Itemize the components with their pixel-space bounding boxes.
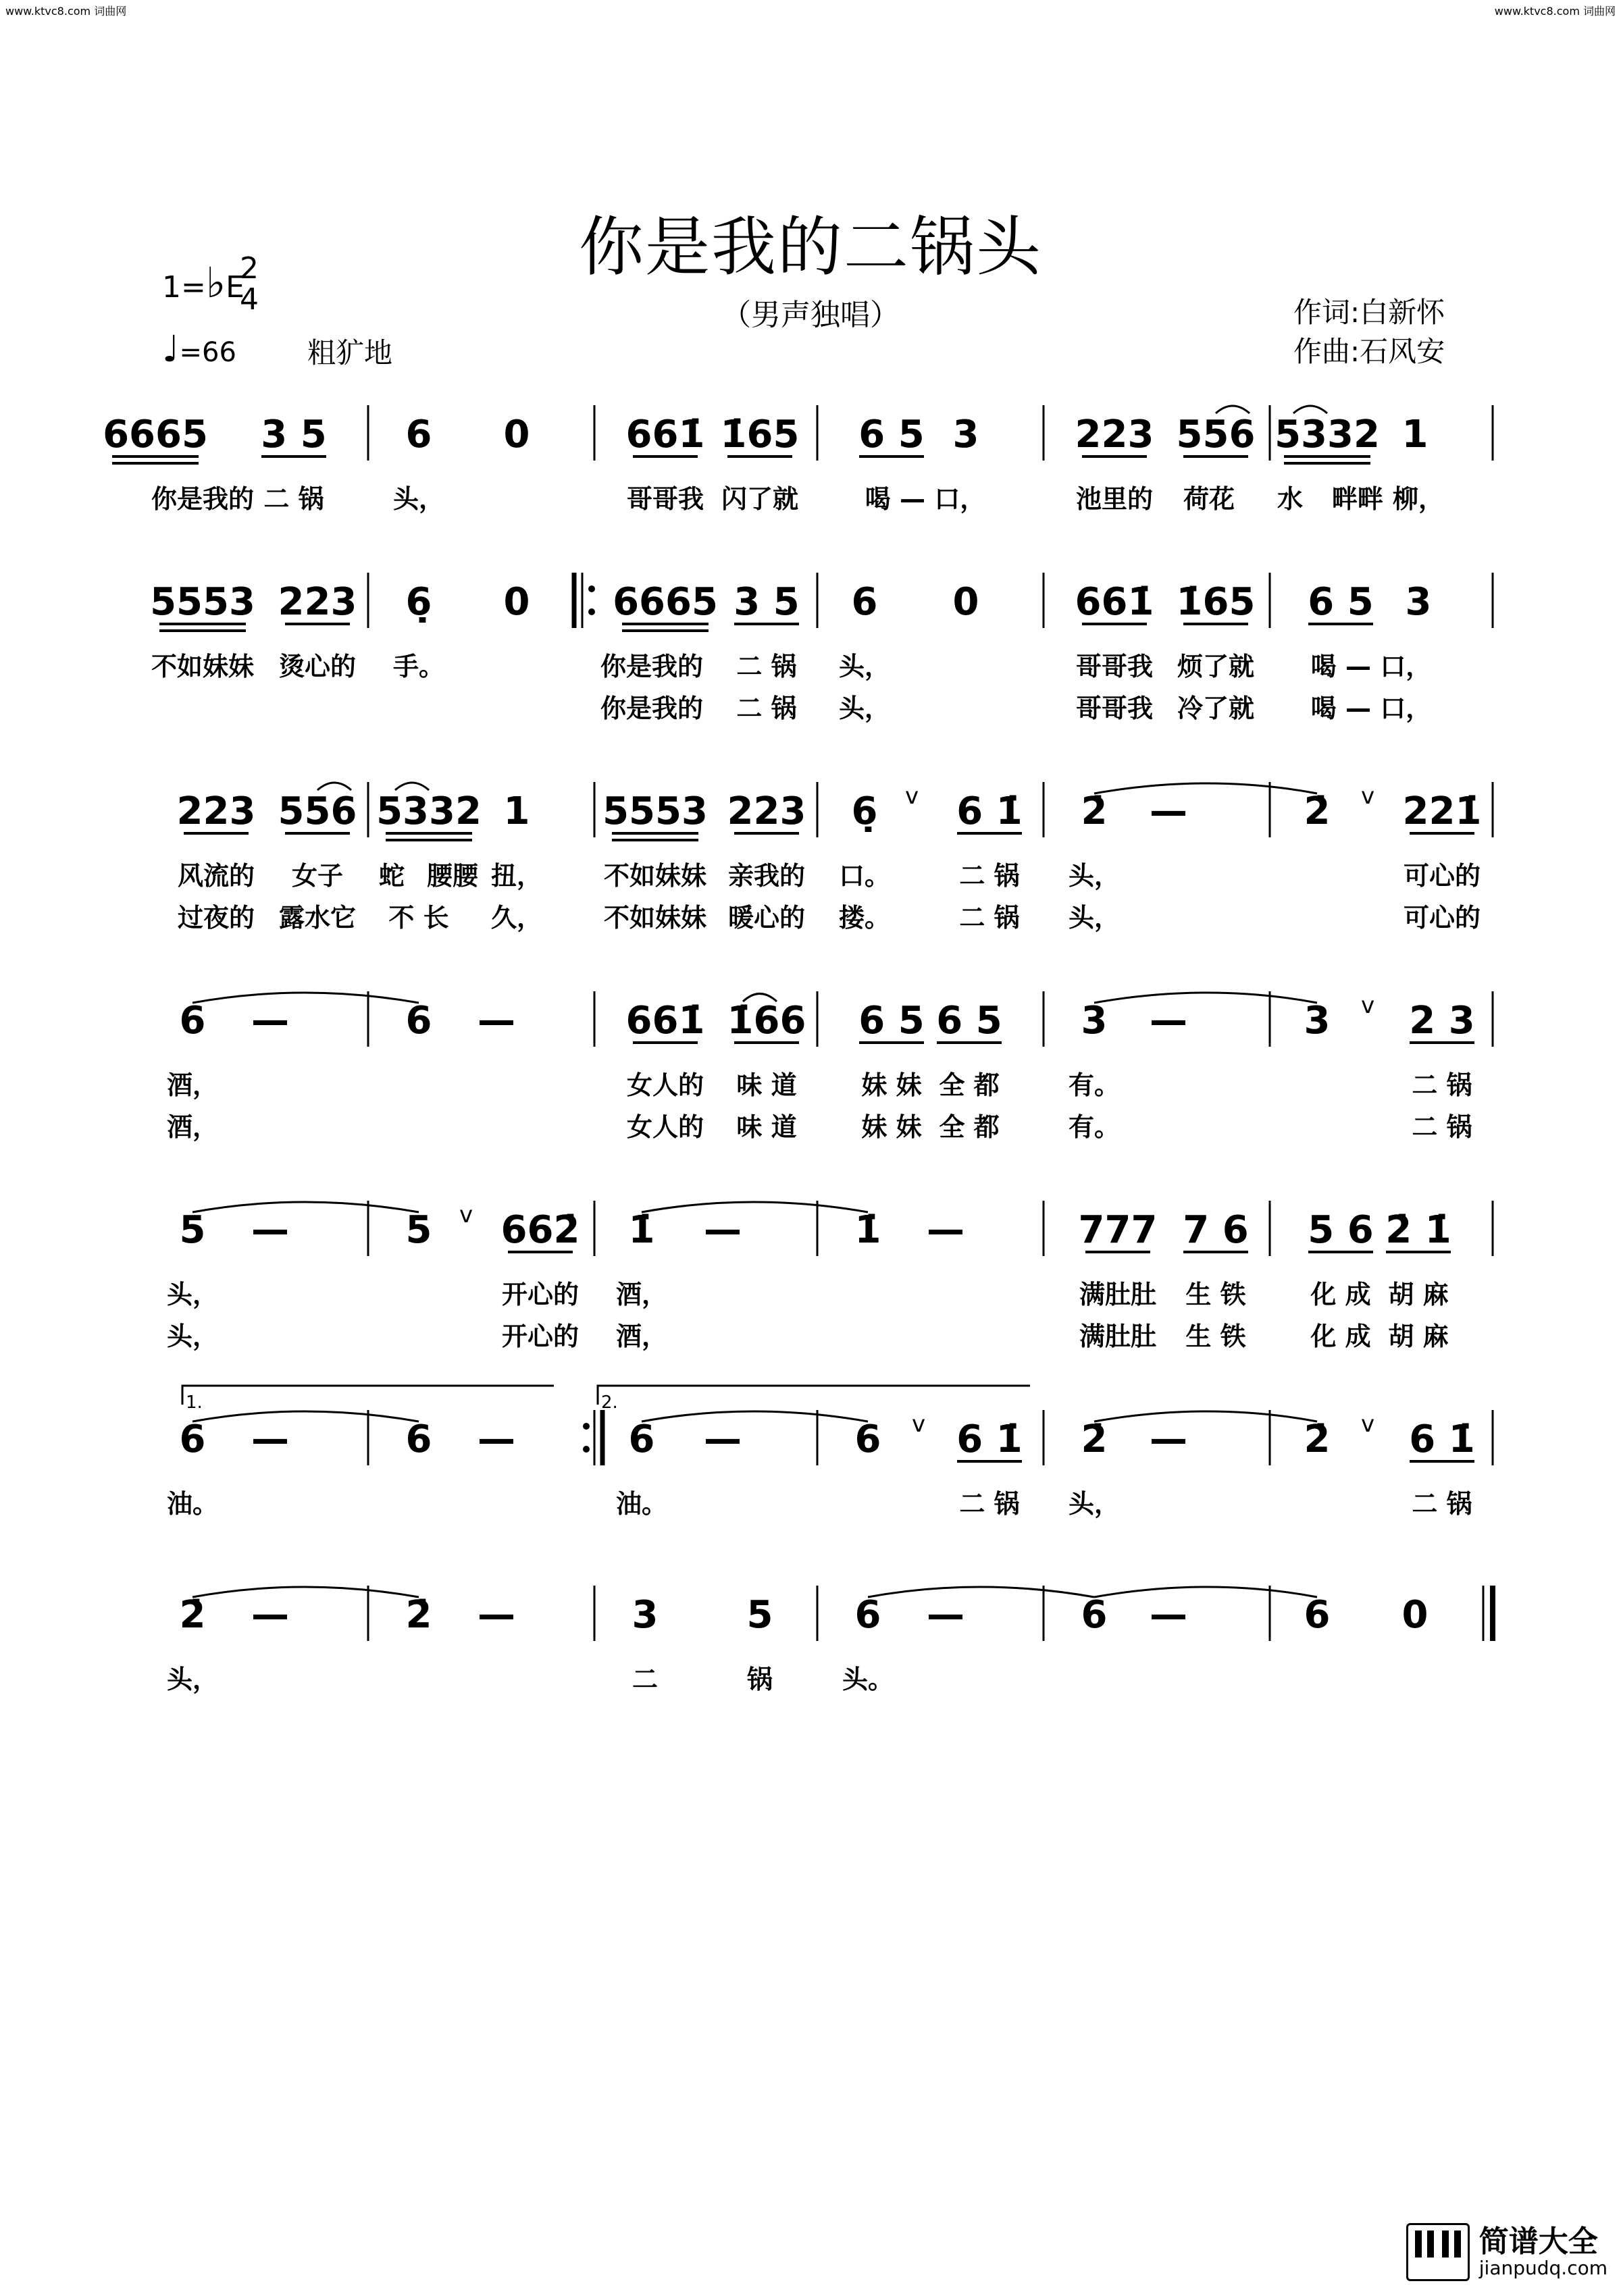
lyric-text: 二 锅	[959, 861, 1020, 891]
lyric-text: 久，	[490, 903, 543, 933]
lyric-text: 蛇	[378, 861, 405, 891]
lyric-text: 池里的	[1075, 484, 1154, 514]
volta-1-label: 1.	[186, 1392, 203, 1413]
breath-mark: v	[1361, 1411, 1375, 1438]
volta-1-bracket	[182, 1386, 554, 1405]
expression-mark: 粗犷地	[307, 336, 393, 369]
note-group: 2̇	[1304, 789, 1331, 833]
lyricist-credit: 作词:白新怀	[1293, 296, 1445, 329]
note-group: 223	[176, 789, 256, 833]
note-group: —	[1150, 1593, 1187, 1637]
lyric-text: 风流的	[177, 861, 255, 891]
lyric-text: 喝 — 口，	[1310, 652, 1432, 681]
note-group: 6̣	[851, 789, 878, 833]
lyric-text: 有。	[1068, 1070, 1121, 1100]
note-group: 6	[854, 1593, 881, 1637]
note-group: 6	[405, 413, 432, 456]
lyric-text: 妹 妹	[861, 1112, 922, 1142]
time-bottom: 4	[240, 282, 259, 317]
lyric-text: 生 铁	[1185, 1322, 1246, 1351]
note-group: 6 5	[858, 999, 925, 1043]
note-group: 5 6	[1308, 1208, 1374, 1252]
note-group: 6 5	[936, 999, 1002, 1043]
note-group: —	[251, 1417, 289, 1461]
note-group: 3	[1304, 999, 1331, 1043]
note-group: —	[1150, 789, 1187, 833]
lyric-text: 女人的	[626, 1070, 704, 1100]
note-group: 3	[952, 413, 979, 456]
note-group: 6 1̇	[1409, 1417, 1475, 1461]
lyric-text: 二 锅	[1412, 1112, 1472, 1142]
note-group: 7 6	[1183, 1208, 1249, 1252]
lyric-text: 冷了就	[1177, 694, 1255, 723]
note-group: 3 5	[734, 580, 800, 624]
note-group: 221̇	[1402, 789, 1482, 833]
note-group: 1̇	[854, 1208, 881, 1252]
lyric-text: 酒，	[615, 1280, 668, 1309]
lyric-text: 柳，	[1392, 484, 1445, 514]
lyric-text: 开心的	[501, 1280, 580, 1309]
note-group: 6	[1081, 1593, 1108, 1637]
note-group: 661̇	[625, 999, 705, 1043]
lyric-text: 二 锅	[959, 1489, 1020, 1519]
note-group: 662̇	[500, 1208, 580, 1252]
lyric-text: 你是我的	[600, 694, 704, 723]
lyric-text: 不如妹妹	[151, 652, 255, 681]
lyric-text: 搂。	[838, 903, 891, 933]
lyric-text: 味 道	[736, 1070, 797, 1100]
note-group: 556	[1176, 413, 1256, 456]
key-note: E	[226, 270, 245, 305]
volta-2-label: 2.	[601, 1392, 618, 1413]
lyric-text: 可心的	[1403, 903, 1481, 933]
lyric-text: 酒，	[166, 1070, 219, 1100]
note-group: 0	[503, 580, 530, 624]
note-group: —	[251, 1593, 289, 1637]
lyric-text: 不 长	[388, 903, 449, 933]
lyric-text: 头，	[166, 1322, 219, 1351]
lyric-text: 二	[632, 1665, 659, 1694]
lyric-text: 喝 — 口，	[865, 484, 986, 514]
note-group: 6	[179, 1417, 206, 1461]
lyric-text: 不如妹妹	[603, 861, 707, 891]
site-logo	[1406, 2222, 1607, 2282]
lyric-text: 不如妹妹	[603, 903, 707, 933]
lyric-text: 头，	[166, 1280, 219, 1309]
note-group: —	[704, 1417, 742, 1461]
lyric-text: 胡 麻	[1388, 1322, 1449, 1351]
slur	[192, 993, 419, 1003]
note-group: 1̇	[628, 1208, 655, 1252]
tempo-value: =66	[179, 337, 236, 368]
note-group: 6	[405, 999, 432, 1043]
note-group: 3	[1405, 580, 1432, 624]
note-group: 2 3	[1409, 999, 1475, 1043]
time-top: 2	[240, 251, 259, 286]
repeat-dot	[583, 1446, 590, 1453]
lyric-text: 头，	[166, 1665, 219, 1694]
lyric-text: 烦了就	[1177, 652, 1255, 681]
note-group: 6	[179, 999, 206, 1043]
note-group: —	[251, 1208, 289, 1252]
score-notes	[103, 405, 1493, 1695]
lyric-text: 腰腰	[426, 861, 479, 891]
lyric-text: 女子	[291, 861, 344, 891]
lyric-text: 你是我的	[600, 652, 704, 681]
lyric-text: 暖心的	[727, 903, 806, 933]
lyric-text: 头，	[838, 694, 891, 723]
note-group: 2̇	[1081, 1417, 1108, 1461]
slur	[192, 1202, 419, 1212]
lyric-text: 闪了就	[721, 484, 799, 514]
lyric-text: 全 都	[939, 1112, 1000, 1142]
lyric-text: 荷花	[1183, 484, 1235, 514]
note-group: 5	[746, 1593, 773, 1637]
breath-mark: v	[912, 1411, 926, 1438]
note-group: 0	[1401, 1593, 1429, 1637]
note-group: 223	[727, 789, 806, 833]
lyric-text: 头，	[1068, 903, 1121, 933]
lyric-text: 有。	[1068, 1112, 1121, 1142]
note-group: 1	[503, 789, 530, 833]
note-group: 777	[1078, 1208, 1158, 1252]
lyric-text: 胡 麻	[1388, 1280, 1449, 1309]
lyric-text: 酒，	[166, 1112, 219, 1142]
note-group: —	[478, 1417, 515, 1461]
note-group: 2̇	[1304, 1417, 1331, 1461]
note-group: 223	[1075, 413, 1154, 456]
lyric-text: 可心的	[1403, 861, 1481, 891]
note-group: 3	[632, 1593, 659, 1637]
lyric-text: 二 锅	[736, 694, 797, 723]
song-subtitle: （男声独唱）	[721, 298, 900, 332]
lyric-text: 头，	[1068, 1489, 1121, 1519]
note-group: 6665	[613, 580, 718, 624]
note-group: 1̇66	[727, 999, 806, 1043]
lyric-text: 满肚肚	[1079, 1322, 1157, 1351]
note-group: 661̇	[1075, 580, 1154, 624]
piano-keys-icon	[1406, 2223, 1470, 2281]
note-group: 3	[1081, 999, 1108, 1043]
song-title: 你是我的二锅头	[579, 209, 1042, 285]
slur	[1094, 1411, 1317, 1421]
note-group: 2̇	[1081, 789, 1108, 833]
note-group: —	[704, 1208, 742, 1252]
lyric-text: 手。	[392, 652, 445, 681]
volta-labels	[186, 1392, 618, 1413]
lyric-text: 口。	[838, 861, 891, 891]
slur	[192, 1587, 419, 1597]
note-group: 661̇	[625, 413, 705, 456]
note-group: —	[478, 1593, 515, 1637]
note-group: —	[1150, 999, 1187, 1043]
note-group: —	[251, 999, 289, 1043]
note-group: 6	[851, 580, 878, 624]
slur	[642, 1202, 868, 1212]
note-group: 6	[405, 1417, 432, 1461]
note-group: 5553	[150, 580, 255, 624]
lyric-text: 哥哥我	[626, 484, 704, 514]
header-left-watermark: www.ktvc8.com 词曲网	[5, 5, 127, 18]
lyric-text: 满肚肚	[1079, 1280, 1157, 1309]
breath-mark: v	[1361, 783, 1375, 810]
note-group: 5553	[602, 789, 708, 833]
slur	[1094, 993, 1317, 1003]
note-group: 6	[854, 1417, 881, 1461]
key-prefix: 1=	[162, 270, 206, 305]
lyric-text: 二 锅	[1412, 1070, 1472, 1100]
repeat-dot	[588, 608, 595, 615]
lyric-text: 全 都	[939, 1070, 1000, 1100]
lyric-text: 过夜的	[177, 903, 255, 933]
lyric-text: 露水它	[278, 903, 357, 933]
lyric-text: 头，	[838, 652, 891, 681]
note-group: 6	[1304, 1593, 1331, 1637]
logo-site: jianpudq.com	[1478, 2257, 1607, 2279]
note-group: 1	[1401, 413, 1429, 456]
composer-credit: 作曲:石风安	[1293, 335, 1445, 368]
flat-icon: ♭	[205, 258, 226, 307]
logo-name: 简谱大全	[1478, 2224, 1598, 2259]
note-group: 223	[278, 580, 357, 624]
lyric-text: 喝 — 口，	[1310, 694, 1432, 723]
lyric-text: 头。	[842, 1665, 894, 1694]
lyric-text: 你是我的	[151, 484, 255, 514]
note-group: 5	[405, 1208, 432, 1252]
note-group: 0	[503, 413, 530, 456]
slur	[642, 1411, 868, 1421]
lyric-text: 味 道	[736, 1112, 797, 1142]
lyric-text: 畔畔	[1331, 484, 1384, 514]
note-group: 2̇	[179, 1593, 206, 1637]
slur	[1094, 1587, 1317, 1597]
lyric-text: 哥哥我	[1075, 694, 1154, 723]
note-group: 2̇	[405, 1593, 432, 1637]
lyric-text: 二 锅	[959, 903, 1020, 933]
note-group: —	[927, 1208, 964, 1252]
note-group: 6 5	[1308, 580, 1374, 624]
lyric-text: 头，	[1068, 861, 1121, 891]
note-group: 556	[278, 789, 357, 833]
note-group: —	[1150, 1417, 1187, 1461]
lyric-text: 油。	[166, 1489, 219, 1519]
lyric-text: 亲我的	[727, 861, 806, 891]
quarter-note-icon: ♩	[162, 328, 180, 370]
lyric-text: 二 锅	[1412, 1489, 1472, 1519]
repeat-dot	[588, 585, 595, 592]
lyric-text: 开心的	[501, 1322, 580, 1351]
lyric-text: 酒，	[615, 1322, 668, 1351]
note-group: 6̣	[405, 580, 432, 624]
lyric-text: 化 成	[1310, 1322, 1371, 1351]
lyric-text: 生 铁	[1185, 1280, 1246, 1309]
note-group: 0	[952, 580, 979, 624]
repeat-dot	[583, 1423, 590, 1430]
note-group: —	[927, 1593, 964, 1637]
lyric-text: 油。	[615, 1489, 668, 1519]
slur	[1094, 783, 1317, 793]
lyric-text: 女人的	[626, 1112, 704, 1142]
slur	[868, 1587, 1094, 1597]
volta-2-bracket	[598, 1386, 1030, 1405]
lyric-text: 水	[1277, 484, 1304, 514]
note-group: 6 1̇	[956, 1417, 1023, 1461]
lyric-text: 二 锅	[736, 652, 797, 681]
breath-mark: v	[1361, 992, 1375, 1019]
note-group: 6 1̇	[956, 789, 1023, 833]
lyric-text: 扭，	[490, 861, 543, 891]
note-group: 5	[179, 1208, 206, 1252]
note-group: —	[478, 999, 515, 1043]
note-group: 5332	[376, 789, 482, 833]
lyric-text: 哥哥我	[1075, 652, 1154, 681]
note-group: 2̇ 1̇	[1385, 1208, 1451, 1252]
lyric-text: 化 成	[1310, 1280, 1371, 1309]
slur	[192, 1411, 419, 1421]
lyric-text: 二 锅	[263, 484, 324, 514]
note-group: 6 5	[858, 413, 925, 456]
lyric-text: 妹 妹	[861, 1070, 922, 1100]
lyric-text: 锅	[746, 1665, 773, 1694]
note-group: 5332	[1275, 413, 1380, 456]
note-group: 1̇65	[1176, 580, 1256, 624]
breath-mark: v	[459, 1201, 473, 1228]
note-group: 3 5	[261, 413, 327, 456]
note-group: 1̇65	[720, 413, 800, 456]
breath-mark: v	[905, 783, 919, 810]
header-right-watermark: www.ktvc8.com 词曲网	[1494, 5, 1616, 18]
note-group: 6665	[103, 413, 208, 456]
lyric-text: 烫心的	[278, 652, 357, 681]
note-group: 6	[628, 1417, 655, 1461]
lyric-text: 头，	[392, 484, 445, 514]
